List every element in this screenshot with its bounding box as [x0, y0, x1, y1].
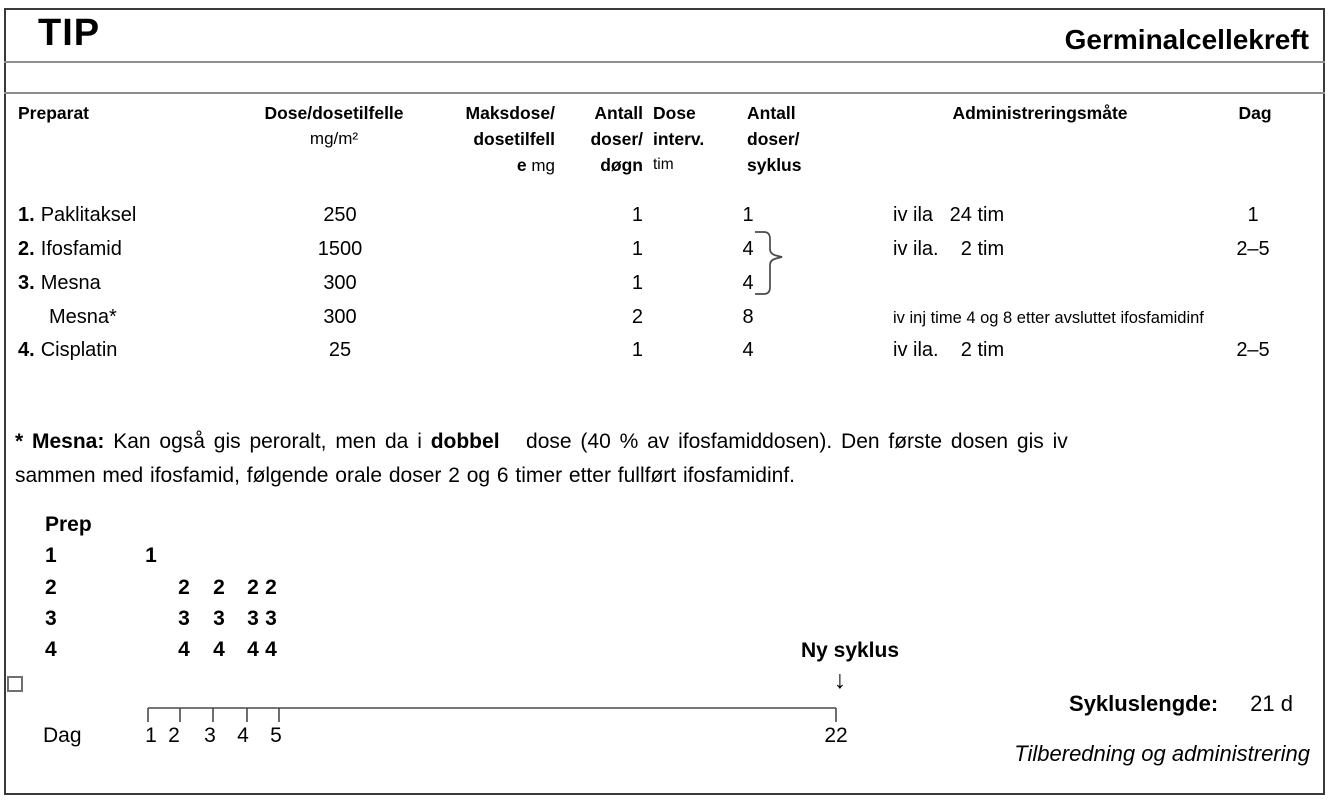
schedule-dose-mark: 4 — [265, 638, 277, 661]
doses-per-day: 1 — [631, 272, 643, 294]
day-axis — [140, 700, 850, 726]
day-tick-label: 5 — [270, 724, 282, 747]
doses-per-cycle: 4 — [742, 272, 754, 294]
day-range: 2–5 — [1236, 339, 1270, 361]
doses-per-cycle: 8 — [742, 306, 754, 328]
column-header-dose: Dose/dosetilfelle mg/m² — [264, 103, 404, 148]
day-tick-label: 1 — [145, 724, 157, 747]
drug-name: Ifosfamid — [40, 238, 122, 260]
day-range: 1 — [1247, 204, 1259, 226]
drug-name: Mesna — [40, 272, 101, 294]
drug-number: 4. — [18, 339, 35, 361]
footnote-line-1: * Mesna: Kan også gis peroralt, men da i dobbel dose (40 % av ifosfamiddosen). Den første dosen gis iv — [15, 430, 1068, 453]
column-header-preparat: Preparat — [18, 103, 90, 123]
schedule-dose-mark: 3 — [265, 607, 277, 630]
schedule-dose-mark: 4 — [178, 638, 190, 661]
table-row — [0, 238, 1333, 266]
small-square-marker — [7, 676, 23, 692]
schedule-dose-mark: 1 — [145, 544, 157, 567]
header-divider — [4, 61, 1325, 63]
cancer-type-label: Germinalcellekreft — [1064, 24, 1309, 55]
doses-per-cycle: 4 — [742, 339, 754, 361]
schedule-row-label: 1 — [45, 544, 57, 567]
drug-number: 2. — [18, 238, 35, 260]
schedule-dose-mark: 4 — [213, 638, 225, 661]
doses-per-day: 2 — [631, 306, 643, 328]
cycle-length-label: Sykluslengde: — [1069, 691, 1219, 716]
dose-value: 25 — [328, 339, 352, 361]
schedule-dose-mark: 2 — [213, 576, 225, 599]
doses-per-day: 1 — [631, 238, 643, 260]
table-row — [0, 306, 1333, 334]
schedule-dose-mark: 3 — [247, 607, 259, 630]
schedule-dose-mark: 3 — [178, 607, 190, 630]
day-tick-label: 3 — [204, 724, 216, 747]
column-header-antall-doser-syklus: Antall doser/ syklus — [747, 103, 802, 175]
down-arrow-icon: ↓ — [833, 666, 847, 694]
schedule-dose-mark: 4 — [247, 638, 259, 661]
column-header-dose-interv: Dose interv. tim — [653, 103, 705, 173]
day-tick-label: 2 — [168, 724, 180, 747]
schedule-dose-mark: 2 — [265, 576, 277, 599]
ny-syklus-label: Ny syklus — [800, 639, 900, 662]
day-tick-label: 4 — [237, 724, 249, 747]
subheader-divider — [4, 92, 1325, 94]
schedule-row-label: 2 — [45, 576, 57, 599]
cycle-length — [1069, 691, 1293, 717]
doses-per-cycle: 1 — [742, 204, 754, 226]
drug-name: Paklitaksel — [40, 204, 137, 226]
administration-route: iv ila 24 tim — [893, 204, 1005, 226]
table-row — [0, 204, 1333, 232]
schedule-dose-mark: 3 — [213, 607, 225, 630]
schedule-dose-mark: 2 — [247, 576, 259, 599]
drug-number: 3. — [18, 272, 35, 294]
administration-route: iv ila. 2 tim — [893, 339, 1005, 361]
column-header-maksdose: Maksdose/ dosetilfell e mg — [465, 103, 555, 175]
column-header-dag: Dag — [1238, 103, 1272, 123]
cycle-length-value: 21 d — [1250, 691, 1293, 716]
doses-per-cycle: 4 — [742, 238, 754, 260]
column-header-antall-doser-dogn: Antall doser/ døgn — [590, 103, 643, 175]
drug-number: 1. — [18, 204, 35, 226]
table-row — [0, 272, 1333, 300]
dose-value: 300 — [323, 306, 357, 328]
schedule-row-label: 4 — [45, 638, 57, 661]
dose-value: 300 — [323, 272, 357, 294]
drug-name: Cisplatin — [40, 339, 118, 361]
day-range: 2–5 — [1236, 238, 1270, 260]
schedule-row-label: 3 — [45, 607, 57, 630]
administration-route: iv ila. 2 tim — [893, 238, 1005, 260]
dose-value: 1500 — [317, 238, 363, 260]
day-axis-label: Dag — [43, 724, 82, 747]
doses-per-day: 1 — [631, 339, 643, 361]
dose-value: 250 — [323, 204, 357, 226]
doses-per-day: 1 — [631, 204, 643, 226]
column-header-administreringsmate: Administreringsmåte — [952, 103, 1128, 123]
drug-name: Mesna* — [49, 306, 117, 328]
page-title: TIP — [38, 12, 101, 54]
table-row — [0, 339, 1333, 367]
prep-label: Prep — [45, 513, 92, 536]
footnote-line-2: sammen med ifosfamid, følgende orale doser 2 og 6 timer etter fullført ifosfamidinf. — [15, 464, 795, 487]
day-tick-label-end: 22 — [824, 724, 848, 747]
tilberedning-link[interactable]: Tilberedning og administrering — [1014, 741, 1310, 766]
group-brace — [752, 225, 792, 303]
administration-route: iv inj time 4 og 8 etter avsluttet ifosfamidinf — [893, 309, 1204, 327]
schedule-dose-mark: 2 — [178, 576, 190, 599]
